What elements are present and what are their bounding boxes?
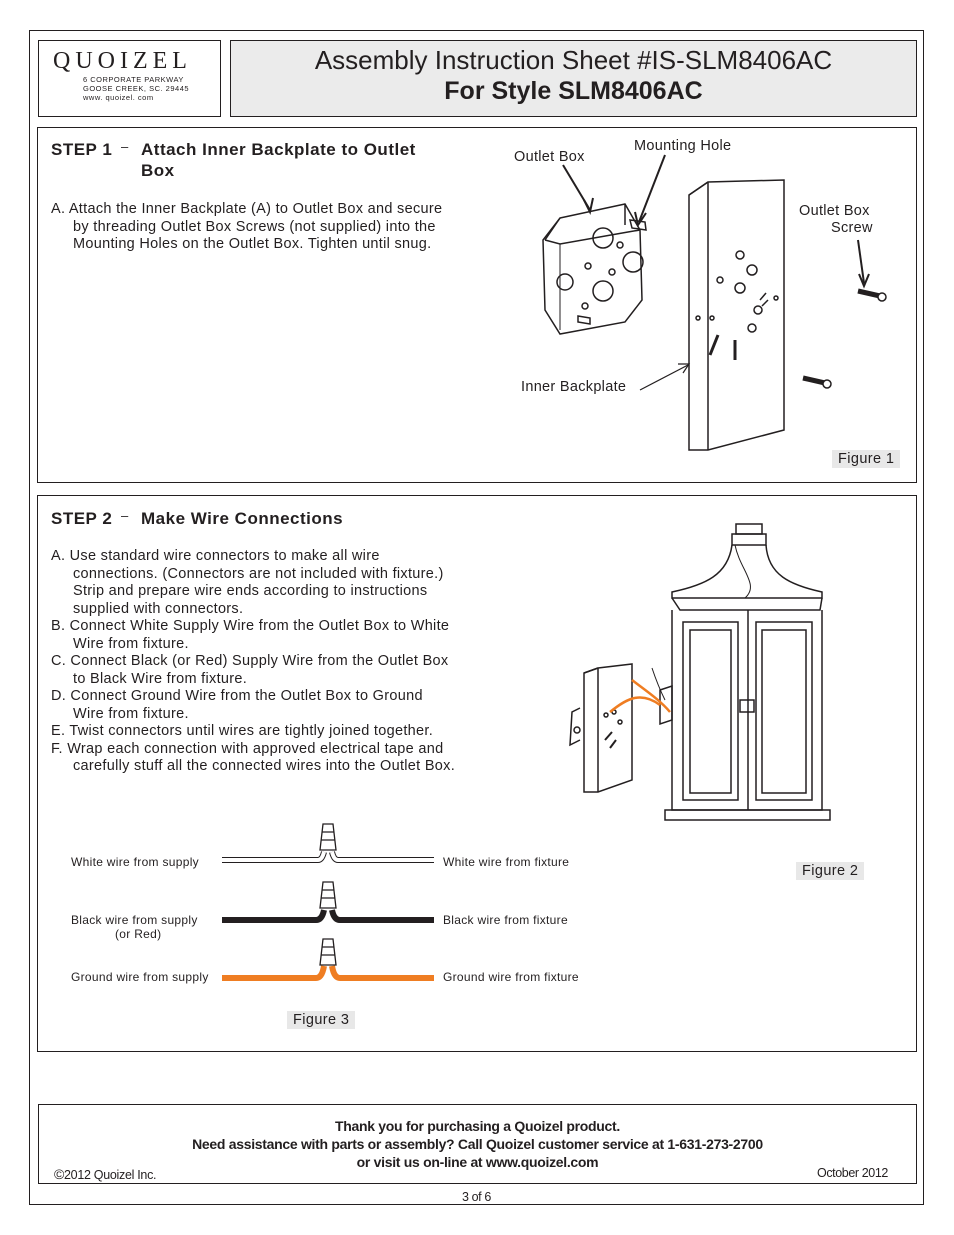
step2-line-d: D. Connect Ground Wire from the Outlet Box to Ground (51, 688, 423, 704)
white-wire-pair (222, 852, 434, 860)
black-fixture-label: Black wire from fixture (443, 913, 568, 927)
step2-line-a2: connections. (Connectors are not included with fixture.) (73, 565, 444, 582)
quoizel-logo: QUOIZEL (53, 48, 192, 74)
step1-number: STEP 1 (51, 140, 113, 159)
outlet-box-screw-label-1: Outlet Box (799, 203, 870, 219)
step2-line-f: F. Wrap each connection with approved electrical tape and (51, 740, 444, 757)
black-wire-pair (222, 910, 434, 920)
footer-website: or visit us on-line at www.quoizel.com (356, 1154, 599, 1170)
logo-address-line-1: 6 CORPORATE PARKWAY (83, 75, 184, 84)
logo-address-line-3: www. quoizel. com (83, 93, 154, 102)
step1-dash: – (121, 139, 129, 154)
logo-address-line-2: GOOSE CREEK, SC. 29445 (83, 84, 190, 93)
copyright-icon: © (54, 1166, 65, 1182)
step2-line-c2: to Black Wire from fixture. (73, 670, 248, 687)
white-fixture-label: White wire from fixture (443, 855, 570, 869)
step2-line-f2: carefully stuff all the connected wires into the Outlet Box. (73, 758, 456, 774)
step2-line-c: C. Connect Black (or Red) Supply Wire from the Outlet Box (51, 653, 449, 669)
step1-title-line2: Box (141, 161, 175, 180)
ground-supply-label: Ground wire from supply (71, 970, 209, 984)
step2-title: Make Wire Connections (141, 509, 344, 528)
step2-line-b: B. Connect White Supply Wire from the Outlet Box to White (51, 618, 450, 634)
figure2-caption: Figure 2 (796, 862, 864, 880)
figure1-caption: Figure 1 (832, 450, 900, 468)
black-wire-connector (320, 882, 336, 908)
step2-number: STEP 2 (51, 509, 113, 528)
step2-line-a4: supplied with connectors. (73, 600, 244, 617)
copyright-text: 2012 Quoizel Inc. (64, 1168, 157, 1182)
footer-date: October 2012 (817, 1166, 888, 1180)
step2-line-a: A. Use standard wire connectors to make all wire (51, 548, 380, 564)
step2-dash: – (121, 508, 129, 523)
ground-fixture-label: Ground wire from fixture (443, 970, 579, 984)
page-number: 3 of 6 (462, 1190, 491, 1204)
mounting-hole-label: Mounting Hole (634, 138, 732, 154)
black-supply-label: Black wire from supply (71, 913, 198, 927)
step2-line-b2: Wire from fixture. (73, 635, 189, 652)
sheet-title: Assembly Instruction Sheet #IS-SLM8406AC (314, 45, 833, 75)
black-supply-label-2: (or Red) (115, 927, 162, 941)
copyright (54, 1166, 156, 1182)
white-supply-label: White wire from supply (71, 855, 199, 869)
step1-line-a2: by threading Outlet Box Screws (not supplied) into the (73, 218, 436, 235)
figure3-caption: Figure 3 (287, 1011, 355, 1029)
step2-line-e: E. Twist connectors until wires are tightly joined together. (51, 723, 434, 739)
footer-thank-you: Thank you for purchasing a Quoizel product. (334, 1118, 620, 1134)
inner-backplate-label: Inner Backplate (521, 379, 627, 395)
step1-line-a3: Mounting Holes on the Outlet Box. Tighten until snug. (73, 236, 432, 252)
step2-line-d2: Wire from fixture. (73, 705, 189, 722)
step1-line-a: A. Attach the Inner Backplate (A) to Outlet Box and secure (51, 201, 443, 217)
footer-assistance: Need assistance with parts or assembly? Call Quoizel customer service at 1-631-273-2700 (192, 1136, 763, 1152)
style-title: For Style SLM8406AC (444, 77, 703, 105)
ground-wire-connector (320, 939, 336, 965)
outlet-box-label: Outlet Box (514, 149, 585, 165)
white-wire-connector (320, 824, 336, 850)
step1-title-line1: Attach Inner Backplate to Outlet (141, 140, 416, 159)
outlet-box-screw-label-2: Screw (831, 220, 873, 236)
ground-wire-pair (222, 966, 434, 978)
step2-line-a3: Strip and prepare wire ends according to instructions (73, 583, 428, 599)
